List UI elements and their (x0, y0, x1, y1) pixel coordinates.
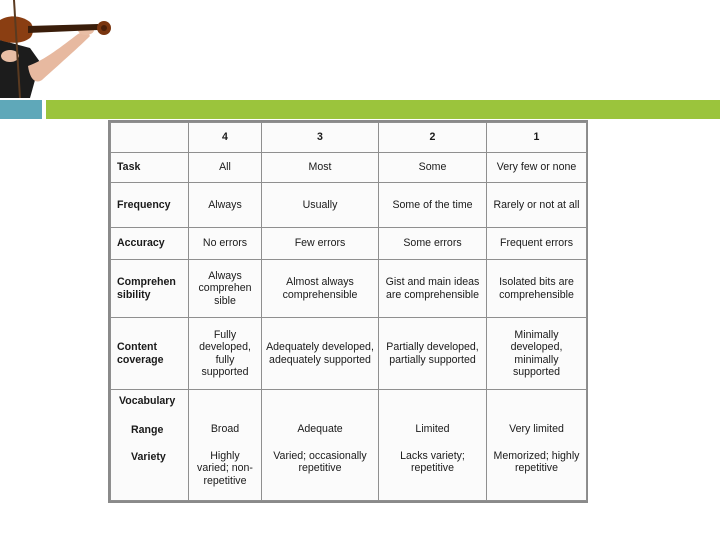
table-cell: No errors (189, 228, 262, 260)
header-score-1: 1 (487, 123, 587, 153)
vocab-cell-4 (189, 390, 262, 501)
row-label-content-coverage: Content coverage (111, 318, 189, 390)
variety-label: Variety (131, 451, 166, 463)
row-label-accuracy: Accuracy (111, 228, 189, 260)
vocabulary-label: Vocabulary (119, 395, 176, 407)
accent-bar-teal (0, 100, 42, 119)
table-cell: Most (262, 153, 379, 183)
table-cell: Few errors (262, 228, 379, 260)
table-row-vocabulary (111, 390, 587, 501)
table-cell: Gist and main ideas are comprehensible (379, 260, 487, 318)
rubric-table (108, 120, 588, 503)
table-cell: Always (189, 183, 262, 228)
table-cell: Rarely or not at all (487, 183, 587, 228)
rubric-grid (110, 122, 587, 501)
table-cell: All (189, 153, 262, 183)
table-cell: Some (379, 153, 487, 183)
row-label-vocabulary (111, 390, 189, 501)
header-score-2: 2 (379, 123, 487, 153)
variety-value: Varied; occasionally repetitive (273, 449, 367, 474)
table-cell: Minimally developed, minimally supported (487, 318, 587, 390)
header-cell-blank (111, 123, 189, 153)
table-row-frequency (111, 183, 587, 228)
table-cell: Some of the time (379, 183, 487, 228)
table-row-content-coverage (111, 318, 587, 390)
row-label-frequency: Frequency (111, 183, 189, 228)
violinist-photo (0, 0, 120, 98)
variety-value: Memorized; highly repetitive (493, 449, 580, 474)
row-label-task: Task (111, 153, 189, 183)
range-value: Adequate (297, 423, 343, 435)
range-value: Limited (415, 423, 450, 435)
table-cell: Usually (262, 183, 379, 228)
vocab-cell-3 (262, 390, 379, 501)
table-row-comprehensibility (111, 260, 587, 318)
table-cell: Adequately developed, adequately supported (262, 318, 379, 390)
table-cell: Isolated bits are comprehensible (487, 260, 587, 318)
table-row-task (111, 153, 587, 183)
range-value: Very limited (509, 423, 564, 435)
accent-bar-green (46, 100, 720, 119)
table-row-accuracy (111, 228, 587, 260)
table-cell: Always comprehen sible (189, 260, 262, 318)
vocab-cell-2 (379, 390, 487, 501)
header-score-4: 4 (189, 123, 262, 153)
table-cell: Almost always comprehensible (262, 260, 379, 318)
range-value: Broad (210, 423, 240, 435)
table-cell: Very few or none (487, 153, 587, 183)
table-cell: Frequent errors (487, 228, 587, 260)
table-cell: Partially developed, partially supported (379, 318, 487, 390)
header-score-3: 3 (262, 123, 379, 153)
table-cell: Fully developed, fully supported (189, 318, 262, 390)
range-label: Range (131, 423, 164, 436)
row-label-comprehensibility: Comprehen sibility (111, 260, 189, 318)
header-row (111, 123, 587, 153)
variety-value: Lacks variety; repetitive (400, 449, 465, 474)
variety-value: Highly varied; non-repetitive (197, 449, 253, 487)
vocab-cell-1 (487, 390, 587, 501)
table-cell: Some errors (379, 228, 487, 260)
